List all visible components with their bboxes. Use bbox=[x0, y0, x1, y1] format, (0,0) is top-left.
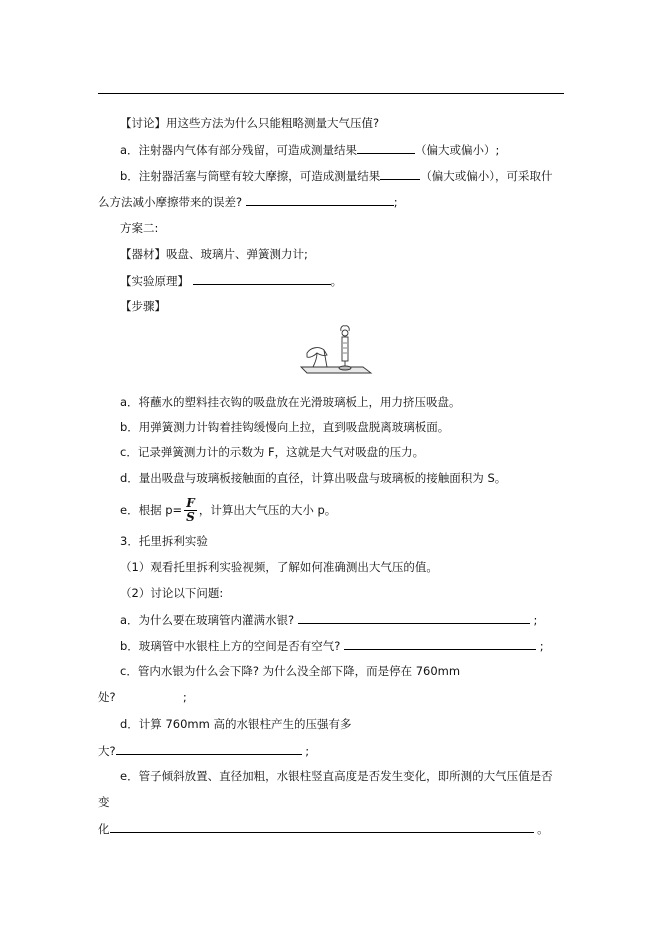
answer-blank-principle[interactable] bbox=[193, 272, 331, 285]
torricelli-title: 3．托里拆利实验 bbox=[120, 534, 208, 548]
torricelli-q1: （1）观看托里拆利实验视频，了解如何准确测出大气压的值。 bbox=[120, 560, 438, 574]
question-c-line2: 处? ; bbox=[98, 690, 187, 704]
step-e: e．根据 p= $\frac{F}{S}$ ，计算出大气压的大小 p。 bbox=[120, 496, 337, 524]
discussion-heading: 【讨论】用这些方法为什么只能粗略测量大气压值? bbox=[120, 116, 380, 130]
answer-blank-qe[interactable] bbox=[110, 820, 534, 833]
answer-blank-qd[interactable] bbox=[116, 742, 302, 755]
plan2-steps-label: 【步骤】 bbox=[120, 299, 166, 313]
question-e-line3: 化 。 bbox=[98, 822, 549, 836]
pressure-fraction: $\frac{F}{S}$ bbox=[186, 496, 195, 524]
step-b: b．用弹簧测力计钩着挂钩缓慢向上拉，直到吸盘脱离玻璃板面。 bbox=[120, 420, 450, 434]
answer-blank-b[interactable] bbox=[380, 167, 420, 180]
discussion-item-b: b．注射器活塞与筒壁有较大摩擦，可造成测量结果 （偏大或偏小），可采取什 bbox=[120, 169, 553, 183]
answer-space-qc[interactable] bbox=[119, 689, 179, 701]
question-d-line1: d．计算 760mm 高的水银柱产生的压强有多 bbox=[120, 717, 352, 731]
question-d-line2: 大? ; bbox=[98, 744, 310, 758]
question-c-line1: c．管内水银为什么会下降? 为什么没全部下降，而是停在 760mm bbox=[120, 664, 461, 678]
answer-blank-qa[interactable] bbox=[298, 611, 530, 624]
plan2-principle: 【实验原理】 。 bbox=[120, 274, 343, 288]
header-rule bbox=[98, 93, 564, 94]
answer-blank-qb[interactable] bbox=[344, 637, 536, 650]
question-b: b．玻璃管中水银柱上方的空间是否有空气? ; bbox=[120, 639, 544, 653]
step-c: c．记录弹簧测力计的示数为 F，这就是大气对吸盘的压力。 bbox=[120, 445, 425, 459]
step-d: d．量出吸盘与玻璃板接触面的直径，计算出吸盘与玻璃板的接触面积为 S。 bbox=[120, 471, 507, 485]
plan2-equipment: 【器材】吸盘、玻璃片、弹簧测力计; bbox=[120, 247, 308, 261]
discussion-item-a: a．注射器内气体有部分残留，可造成测量结果 （偏大或偏小）; bbox=[120, 143, 500, 157]
step-a: a．将蘸水的塑料挂衣钩的吸盘放在光滑玻璃板上，用力挤压吸盘。 bbox=[120, 395, 461, 409]
question-e-line2: 变 bbox=[98, 795, 110, 809]
suction-cup-experiment-illustration bbox=[297, 323, 373, 375]
question-a: a．为什么要在玻璃管内灌满水银? ; bbox=[120, 613, 538, 627]
discussion-item-b-cont: 么方法减小摩擦带来的误差? ; bbox=[98, 195, 398, 209]
answer-blank-a[interactable] bbox=[357, 141, 415, 154]
answer-blank-b2[interactable] bbox=[246, 193, 394, 206]
plan2-title: 方案二: bbox=[120, 221, 159, 235]
question-e-line1: e．管子倾斜放置、直径加粗，水银柱竖直高度是否发生变化，即所测的大气压值是否 bbox=[120, 769, 553, 783]
torricelli-q2: （2）讨论以下问题: bbox=[120, 586, 224, 600]
